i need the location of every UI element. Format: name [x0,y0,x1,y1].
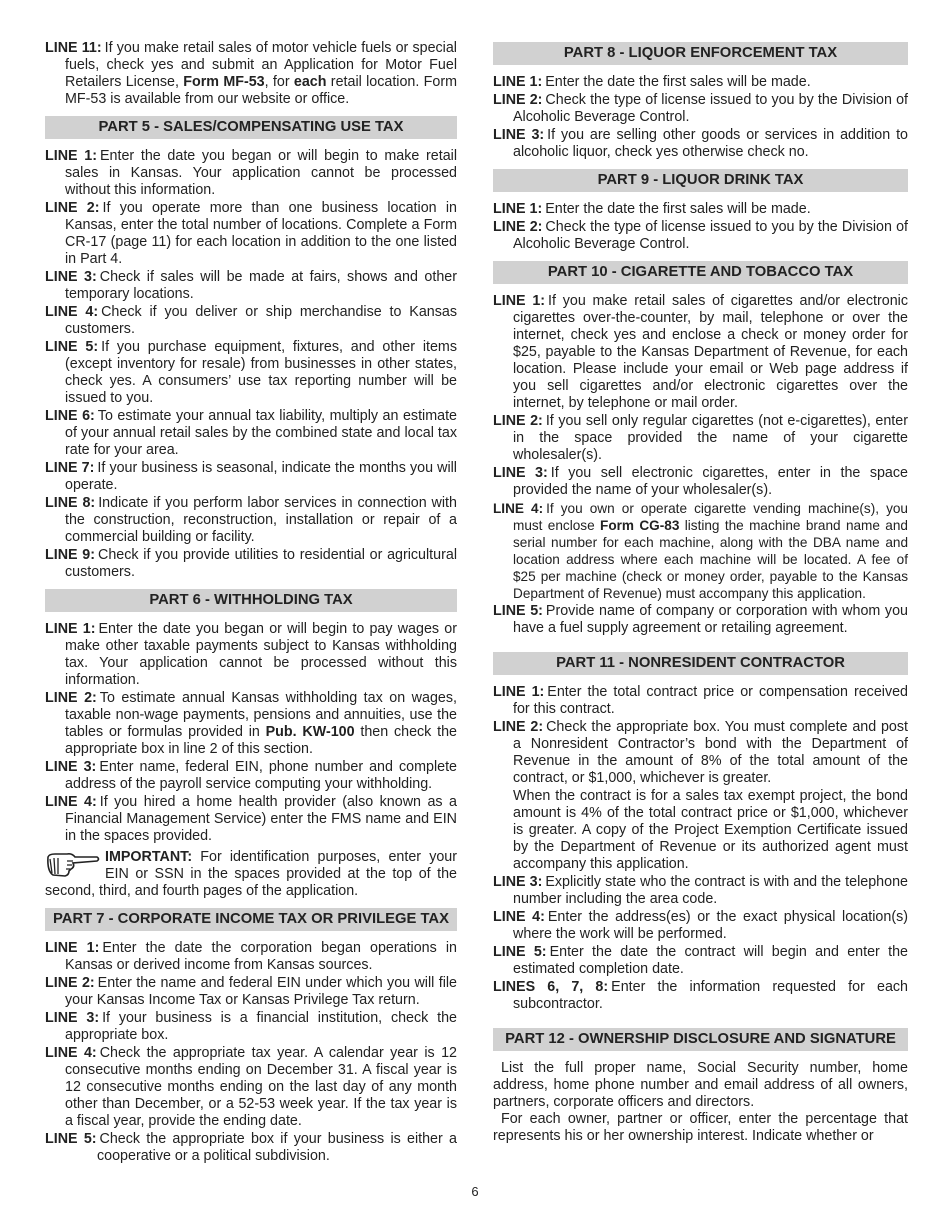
part6-line3: LINE 3: Enter name, federal EIN, phone number and complete address of the payroll service computing your withholding. [45,759,457,792]
part11-line2: LINE 2: Check the appropriate box. You must complete and post a Nonresident Contractor’s bond with the Department of Revenue in the amount of 8% of the total amount of the contract, or $1,000, whichever is greater. [493,719,908,786]
part11-line1: LINE 1: Enter the total contract price or compensation received for this contract. [493,684,908,717]
right-column [493,34,908,1145]
part6-line2: LINE 2: To estimate annual Kansas withholding tax on wages, taxable non-wage payments, pensions and annuities, use the tables or formulas provided in Pub. KW-100 then check the appropriate box in line 2 of this section. [45,690,458,757]
part5-line: LINE 3: Check if sales will be made at fairs, shows and other temporary locations. [45,269,457,302]
page-number: 6 [471,1184,479,1199]
part10-line2: LINE 2: If you sell only regular cigarettes (not e-cigarettes), enter in the space provided the name of your cigarette wholesaler(s). [493,413,908,463]
left-column [45,40,457,1166]
part11-lines-6-7-8: LINES 6, 7, 8: Enter the information requested for each subcontractor. [493,979,909,1012]
pointing-hand-icon [45,849,101,879]
part5-line: LINE 8: Indicate if you perform labor services in connection with the construction, reconstruction, installation or repair of a commercial building or facility. [45,495,457,545]
part4-line11: LINE 11: If you make retail sales of motor vehicle fuels or special fuels, check yes and submit an Application for Motor Fuel Retailers License, Form MF-53, for each retail location. Form MF-53 is available from our website or office. [45,40,457,107]
part12-paragraph-2: For each owner, partner or officer, enter the percentage that represents his or her ownership interest. Indicate whether or [493,1111,908,1144]
part9-header: PART 9 - LIQUOR DRINK TAX [493,169,908,192]
part7-line: LINE 1: Enter the date the corporation began operations in Kansas or derived income from Kansas sources. [45,940,457,973]
part5-line: LINE 9: Check if you provide utilities to residential or agricultural customers. [45,547,457,580]
part11-line3: LINE 3: Explicitly state who the contract is with and the telephone number including the area code. [493,874,908,907]
part7-header: PART 7 - CORPORATE INCOME TAX OR PRIVILEGE TAX [45,908,457,931]
part12-header: PART 12 - OWNERSHIP DISCLOSURE AND SIGNATURE [493,1028,908,1051]
part5-line: LINE 2: If you operate more than one business location in Kansas, enter the total number of locations. Complete a Form CR-17 (page 11) for each location in addition to the one listed in Part 4. [45,200,457,267]
part8-line: LINE 2: Check the type of license issued to you by the Division of Alcoholic Beverage Control. [493,92,908,125]
part7-line: LINE 3: If your business is a financial institution, check the appropriate box. [45,1010,457,1043]
part11-line2-continued: When the contract is for a sales tax exempt project, the bond amount is 4% of the total contract price or $1,000, whichever is greater. A copy of the Project Exemption Certificate issued by the Department of Revenue or its authorized agent must accompany this application. [513,788,908,872]
part11-line5: LINE 5: Enter the date the contract will begin and enter the estimated completion date. [493,944,908,977]
part10-line4: LINE 4: If you own or operate cigarette vending machine(s), you must enclose Form CG-83 listing the machine brand name and serial number for each machine, along with the DBA name and location address where each machine will be located. A fee of $25 per machine (check or money order, payable to the Kansas Department of Revenue) must accompany this application. [493,501,908,601]
part11-header: PART 11 - NONRESIDENT CONTRACTOR [493,652,908,675]
part10-line1: LINE 1: If you make retail sales of cigarettes and/or electronic cigarettes over-the-counter, by mail, telephone or over the internet, check yes and enclose a check or money order for $25, payable to the Kansas Department of Revenue, for each location. Please include your email or Web page address if you sell cigarettes and/or electronic cigarettes over the internet, by telephone or mail order. [493,293,908,411]
important-note: IMPORTANT: For identification purposes, enter your EIN or SSN in the spaces provided at the top of the second, third, and fourth pages of the application. [45,849,457,899]
part6-header: PART 6 - WITHHOLDING TAX [45,589,457,612]
part12-paragraph-1: List the full proper name, Social Security number, home address, home phone number and email address of all owners, partners, corporate officers and directors. [493,1060,908,1110]
part8-header: PART 8 - LIQUOR ENFORCEMENT TAX [493,42,908,65]
part5-line: LINE 7: If your business is seasonal, indicate the months you will operate. [45,460,457,493]
part8-line: LINE 3: If you are selling other goods or services in addition to alcoholic liquor, check yes otherwise check no. [493,127,908,160]
part10-header: PART 10 - CIGARETTE AND TOBACCO TAX [493,261,908,284]
part11-line4: LINE 4: Enter the address(es) or the exact physical location(s) where the work will be performed. [493,909,908,942]
part5-line: LINE 4: Check if you deliver or ship merchandise to Kansas customers. [45,304,457,337]
part6-line1: LINE 1: Enter the date you began or will begin to pay wages or make other taxable payments subject to Kansas withholding tax. Your application cannot be processed without this information. [45,621,457,688]
part10-line3: LINE 3: If you sell electronic cigarettes, enter in the space provided the name of your wholesaler(s). [493,465,908,498]
part9-line: LINE 2: Check the type of license issued to you by the Division of Alcoholic Beverage Control. [493,219,908,252]
part8-line: LINE 1: Enter the date the first sales will be made. [493,74,811,90]
part5-line: LINE 6: To estimate your annual tax liability, multiply an estimate of your annual retail sales by the combined state and local tax rate for your area. [45,408,457,458]
part9-line: LINE 1: Enter the date the first sales will be made. [493,201,811,217]
part7-line: LINE 5: Check the appropriate box if your business is either a cooperative or a political subdivision. [45,1131,457,1164]
part10-line5: LINE 5: Provide name of company or corporation with whom you have a fuel supply agreement or retailing agreement. [493,603,908,636]
part6-line4: LINE 4: If you hired a home health provider (also known as a Financial Management Service) enter the FMS name and EIN in the spaces provided. [45,794,457,844]
part7-line: LINE 4: Check the appropriate tax year. A calendar year is 12 consecutive months ending on December 31. A fiscal year is 12 consecutive months ending on the last day of any month other than December, or a 52-53 week year. If the tax year is a fiscal year, provide the ending date. [45,1045,457,1129]
part5-header: PART 5 - SALES/COMPENSATING USE TAX [45,116,457,139]
part7-line: LINE 2: Enter the name and federal EIN under which you will file your Kansas Income Tax or Kansas Privilege Tax return. [45,975,457,1008]
part5-line: LINE 1: Enter the date you began or will begin to make retail sales in Kansas. Your application cannot be processed without this information. [45,148,457,198]
part5-line: LINE 5: If you purchase equipment, fixtures, and other items (except inventory for resale) from businesses in other states, check yes. A consumers’ use tax reporting number will be issued to you. [45,339,457,406]
